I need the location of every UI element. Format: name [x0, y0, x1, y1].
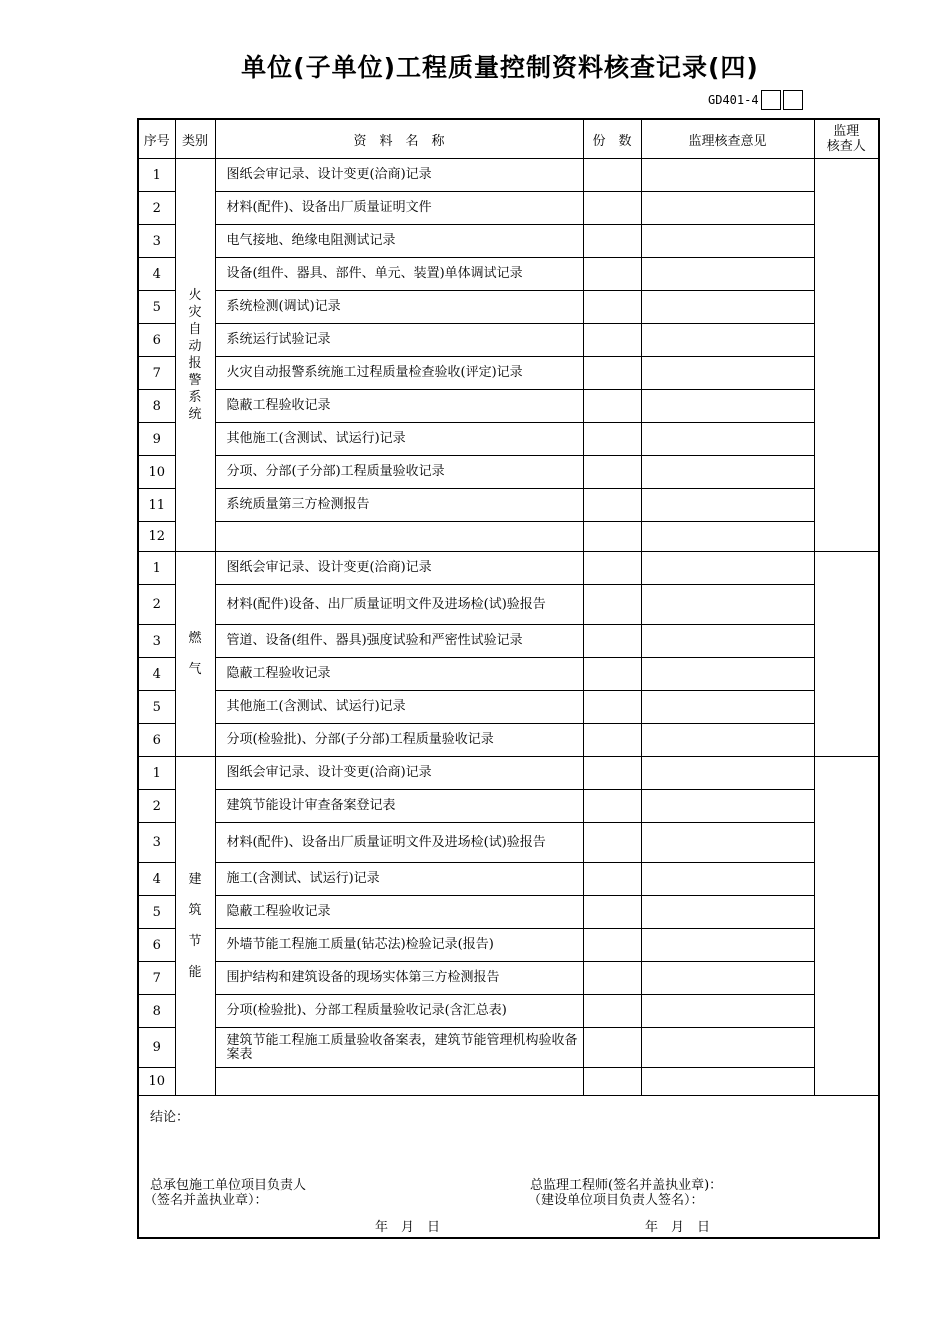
opinion-cell[interactable]	[641, 823, 814, 863]
row-number: 7	[138, 962, 175, 995]
opinion-cell[interactable]	[641, 159, 814, 192]
row-number: 2	[138, 585, 175, 625]
document-name: 隐蔽工程验收记录	[215, 896, 583, 929]
count-cell[interactable]	[583, 658, 641, 691]
row-number: 1	[138, 159, 175, 192]
count-cell[interactable]	[583, 324, 641, 357]
form-code	[708, 89, 803, 111]
count-cell[interactable]	[583, 863, 641, 896]
document-name: 系统运行试验记录	[215, 324, 583, 357]
category-char: 动	[188, 339, 202, 354]
contractor-label-line2: （签名并盖执业章）：	[144, 1193, 268, 1208]
table-row	[138, 192, 879, 225]
row-number: 10	[138, 1068, 175, 1096]
row-number: 1	[138, 757, 175, 790]
checker-cell[interactable]	[814, 159, 879, 552]
row-number: 1	[138, 552, 175, 585]
category-char: 报	[188, 356, 202, 371]
count-cell[interactable]	[583, 585, 641, 625]
row-number: 6	[138, 929, 175, 962]
document-name: 分项(检验批)、分部工程质量验收记录(含汇总表)	[215, 995, 583, 1028]
count-cell[interactable]	[583, 896, 641, 929]
supervisor-label-line2: （建设单位项目负责人签名）：	[528, 1193, 704, 1208]
count-cell[interactable]	[583, 159, 641, 192]
form-code-box-1[interactable]	[761, 90, 781, 110]
document-name: 设备(组件、器具、部件、单元、装置)单体调试记录	[215, 258, 583, 291]
document-name: 外墙节能工程施工质量(钻芯法)检验记录(报告)	[215, 929, 583, 962]
table-row	[138, 423, 879, 456]
opinion-cell[interactable]	[641, 291, 814, 324]
date-right: 年 月 日	[645, 1220, 711, 1235]
table-row	[138, 324, 879, 357]
document-name: 分项(检验批)、分部(子分部)工程质量验收记录	[215, 724, 583, 757]
count-cell[interactable]	[583, 691, 641, 724]
opinion-cell[interactable]	[641, 258, 814, 291]
table-row	[138, 489, 879, 522]
row-number: 9	[138, 423, 175, 456]
opinion-cell[interactable]	[641, 192, 814, 225]
count-cell[interactable]	[583, 258, 641, 291]
category-cell	[175, 159, 215, 552]
header-category: 类别	[175, 119, 215, 159]
count-cell[interactable]	[583, 625, 641, 658]
header-checker-line1: 监理	[833, 124, 860, 139]
category-cell	[175, 552, 215, 757]
row-number: 6	[138, 724, 175, 757]
table-row	[138, 929, 879, 962]
category-char: 建	[188, 872, 202, 887]
row-number: 3	[138, 625, 175, 658]
table-row	[138, 390, 879, 423]
opinion-cell[interactable]	[641, 790, 814, 823]
row-number: 4	[138, 863, 175, 896]
count-cell[interactable]	[583, 552, 641, 585]
count-cell[interactable]	[583, 423, 641, 456]
opinion-cell[interactable]	[641, 724, 814, 757]
count-cell[interactable]	[583, 357, 641, 390]
table-row	[138, 691, 879, 724]
document-name: 材料(配件)、设备出厂质量证明文件及进场检(试)验报告	[215, 823, 583, 863]
category-char: 筑	[188, 903, 202, 918]
category-char: 自	[188, 322, 202, 337]
row-number: 4	[138, 658, 175, 691]
count-cell[interactable]	[583, 995, 641, 1028]
table-row	[138, 159, 879, 192]
header-count: 份 数	[583, 119, 641, 159]
header-row	[138, 119, 879, 159]
opinion-cell[interactable]	[641, 489, 814, 522]
form-code-text: GD401-4	[708, 93, 759, 107]
table-row	[138, 291, 879, 324]
header-checker	[814, 119, 879, 159]
count-cell[interactable]	[583, 192, 641, 225]
opinion-cell[interactable]	[641, 995, 814, 1028]
table-body	[138, 159, 879, 1096]
table-row	[138, 1068, 879, 1096]
row-number: 5	[138, 896, 175, 929]
opinion-cell[interactable]	[641, 423, 814, 456]
document-name: 材料(配件)、设备出厂质量证明文件	[215, 192, 583, 225]
conclusion-label: 结论：	[150, 1110, 190, 1125]
opinion-cell[interactable]	[641, 896, 814, 929]
document-name: 围护结构和建筑设备的现场实体第三方检测报告	[215, 962, 583, 995]
category-char: 灾	[188, 305, 202, 320]
document-name: 图纸会审记录、设计变更(洽商)记录	[215, 757, 583, 790]
category-char: 节	[188, 934, 202, 949]
header-checker-line2: 核查人	[826, 139, 866, 154]
count-cell[interactable]	[583, 757, 641, 790]
row-number: 7	[138, 357, 175, 390]
checker-cell[interactable]	[814, 757, 879, 1096]
table-row	[138, 724, 879, 757]
opinion-cell[interactable]	[641, 962, 814, 995]
row-number: 12	[138, 522, 175, 552]
opinion-cell[interactable]	[641, 658, 814, 691]
opinion-cell[interactable]	[641, 929, 814, 962]
count-cell[interactable]	[583, 724, 641, 757]
count-cell[interactable]	[583, 522, 641, 552]
row-number: 11	[138, 489, 175, 522]
count-cell[interactable]	[583, 291, 641, 324]
count-cell[interactable]	[583, 390, 641, 423]
table-row	[138, 790, 879, 823]
category-char: 气	[188, 662, 202, 677]
row-number: 8	[138, 390, 175, 423]
category-char: 能	[188, 965, 202, 980]
category-char: 统	[188, 407, 202, 422]
document-name: 系统检测(调试)记录	[215, 291, 583, 324]
document-name: 分项、分部(子分部)工程质量验收记录	[215, 456, 583, 489]
date-left: 年 月 日	[375, 1220, 441, 1235]
document-name: 管道、设备(组件、器具)强度试验和严密性试验记录	[215, 625, 583, 658]
header-seq: 序号	[138, 119, 175, 159]
document-name: 其他施工(含测试、试运行)记录	[215, 691, 583, 724]
opinion-cell[interactable]	[641, 225, 814, 258]
category-char: 警	[188, 373, 202, 388]
opinion-cell[interactable]	[641, 625, 814, 658]
count-cell[interactable]	[583, 929, 641, 962]
row-number: 4	[138, 258, 175, 291]
document-name: 材料(配件)设备、出厂质量证明文件及进场检(试)验报告	[215, 585, 583, 625]
table-row	[138, 995, 879, 1028]
header-name: 资 料 名 称	[215, 119, 583, 159]
checker-cell[interactable]	[814, 552, 879, 757]
table-row	[138, 863, 879, 896]
row-number: 8	[138, 995, 175, 1028]
supervisor-label-line1: 总监理工程师(签名并盖执业章)：	[530, 1178, 723, 1193]
footer-cell	[138, 1096, 879, 1239]
document-name: 建筑节能设计审查备案登记表	[215, 790, 583, 823]
document-name: 系统质量第三方检测报告	[215, 489, 583, 522]
row-number: 9	[138, 1028, 175, 1068]
row-number: 3	[138, 225, 175, 258]
category-char: 燃	[188, 631, 202, 646]
opinion-cell[interactable]	[641, 757, 814, 790]
table-row	[138, 552, 879, 585]
record-table	[137, 118, 880, 1239]
document-name: 图纸会审记录、设计变更(洽商)记录	[215, 159, 583, 192]
opinion-cell[interactable]	[641, 390, 814, 423]
row-number: 6	[138, 324, 175, 357]
opinion-cell[interactable]	[641, 552, 814, 585]
row-number: 2	[138, 790, 175, 823]
table-row	[138, 757, 879, 790]
contractor-label-line1: 总承包施工单位项目负责人	[150, 1178, 307, 1193]
category-char: 火	[188, 288, 202, 303]
table-row	[138, 456, 879, 489]
document-name: 隐蔽工程验收记录	[215, 658, 583, 691]
count-cell[interactable]	[583, 1068, 641, 1096]
row-number: 10	[138, 456, 175, 489]
opinion-cell[interactable]	[641, 585, 814, 625]
count-cell[interactable]	[583, 1028, 641, 1068]
count-cell[interactable]	[583, 225, 641, 258]
document-name: 其他施工(含测试、试运行)记录	[215, 423, 583, 456]
opinion-cell[interactable]	[641, 1068, 814, 1096]
opinion-cell[interactable]	[641, 1028, 814, 1068]
table-row	[138, 658, 879, 691]
count-cell[interactable]	[583, 456, 641, 489]
table-row	[138, 823, 879, 863]
opinion-cell[interactable]	[641, 357, 814, 390]
document-name: 隐蔽工程验收记录	[215, 390, 583, 423]
count-cell[interactable]	[583, 489, 641, 522]
opinion-cell[interactable]	[641, 522, 814, 552]
table-row	[138, 225, 879, 258]
table-row	[138, 585, 879, 625]
row-number: 2	[138, 192, 175, 225]
category-cell	[175, 757, 215, 1096]
header-opinion: 监理核查意见	[641, 119, 814, 159]
opinion-cell[interactable]	[641, 324, 814, 357]
count-cell[interactable]	[583, 823, 641, 863]
table-row	[138, 896, 879, 929]
table-row	[138, 522, 879, 552]
footer-row	[138, 1096, 879, 1239]
form-code-box-2[interactable]	[783, 90, 803, 110]
document-name	[215, 1068, 583, 1096]
document-name	[215, 522, 583, 552]
row-number: 5	[138, 291, 175, 324]
opinion-cell[interactable]	[641, 691, 814, 724]
table-row	[138, 258, 879, 291]
count-cell[interactable]	[583, 790, 641, 823]
opinion-cell[interactable]	[641, 863, 814, 896]
table-row	[138, 625, 879, 658]
table-row	[138, 962, 879, 995]
category-char: 系	[188, 390, 202, 405]
document-name: 建筑节能工程施工质量验收备案表，建筑节能管理机构验收备案表	[215, 1028, 583, 1068]
opinion-cell[interactable]	[641, 456, 814, 489]
table-row	[138, 1028, 879, 1068]
document-name: 施工(含测试、试运行)记录	[215, 863, 583, 896]
row-number: 5	[138, 691, 175, 724]
page-title: 单位(子单位)工程质量控制资料核查记录(四)	[241, 53, 759, 82]
document-name: 火灾自动报警系统施工过程质量检查验收(评定)记录	[215, 357, 583, 390]
table-row	[138, 357, 879, 390]
count-cell[interactable]	[583, 962, 641, 995]
row-number: 3	[138, 823, 175, 863]
document-name: 图纸会审记录、设计变更(洽商)记录	[215, 552, 583, 585]
document-name: 电气接地、绝缘电阻测试记录	[215, 225, 583, 258]
